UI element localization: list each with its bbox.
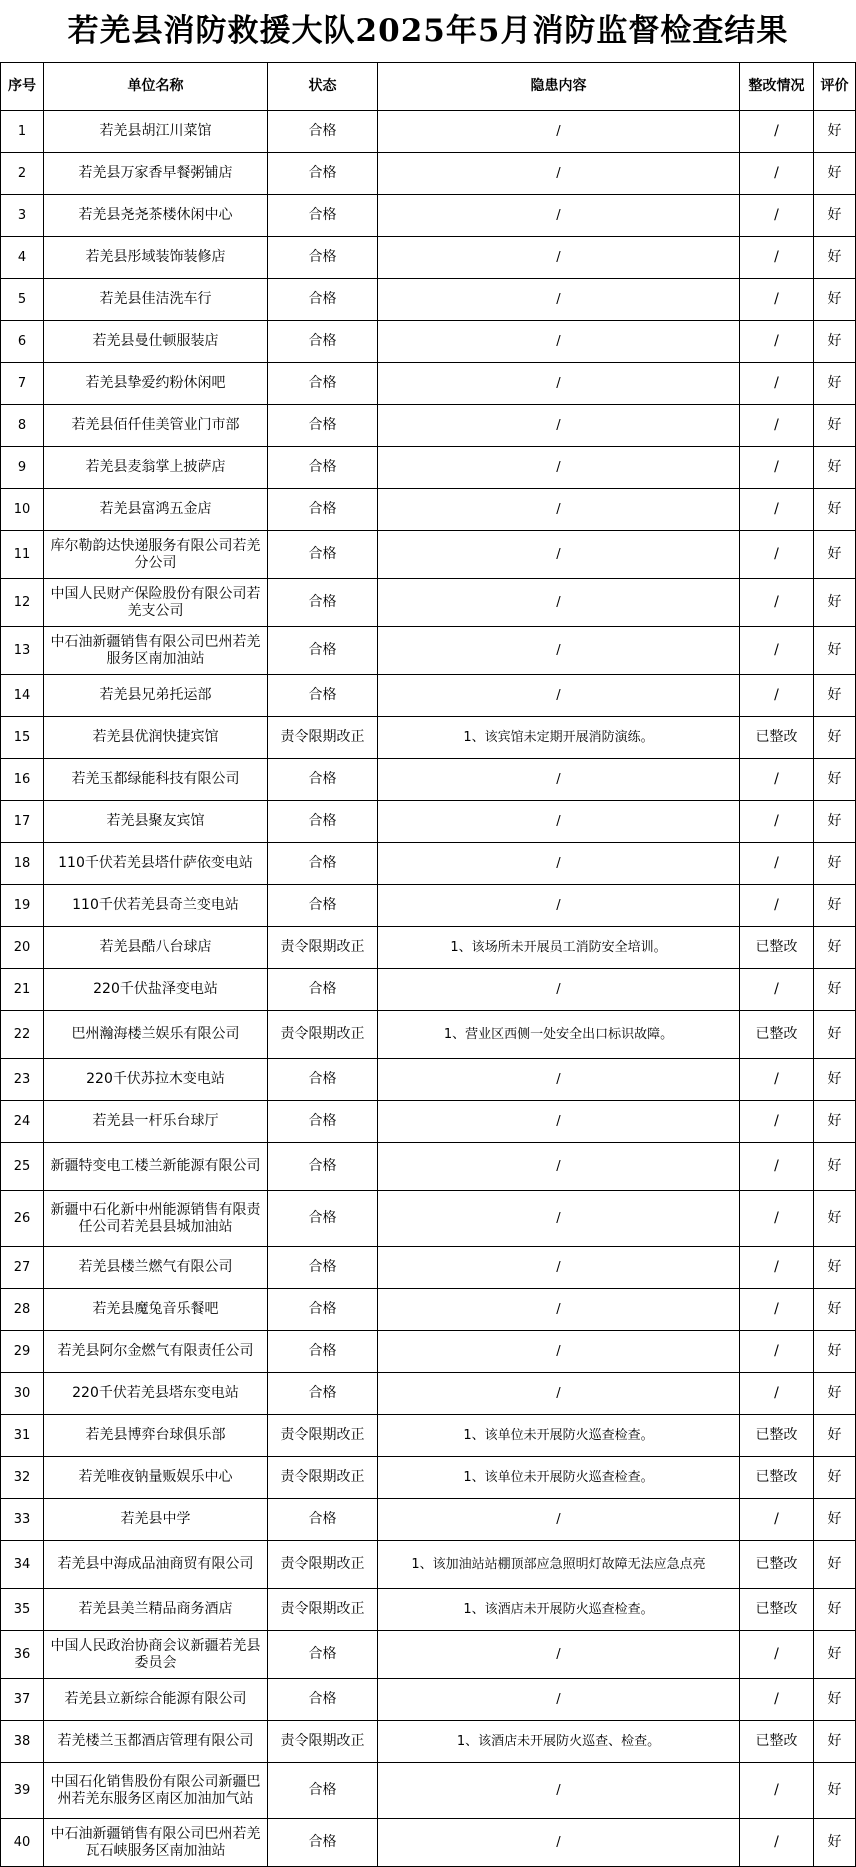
cell-status: 合格 [268, 1631, 378, 1679]
cell-status: 合格 [268, 579, 378, 627]
cell-rating: 好 [814, 1763, 856, 1819]
cell-index: 20 [1, 927, 44, 969]
cell-issue: / [378, 759, 740, 801]
table-row [1, 1631, 856, 1679]
cell-unit-name: 中石油新疆销售有限公司巴州若羌瓦石峡服务区南加油站 [44, 1819, 268, 1867]
cell-rectification: / [740, 1763, 814, 1819]
cell-issue: / [378, 153, 740, 195]
cell-status: 合格 [268, 321, 378, 363]
cell-issue: / [378, 1763, 740, 1819]
cell-unit-name: 新疆特变电工楼兰新能源有限公司 [44, 1143, 268, 1191]
table-header-row [1, 63, 856, 111]
cell-unit-name: 若羌县胡江川菜馆 [44, 111, 268, 153]
cell-rating: 好 [814, 1589, 856, 1631]
table-row [1, 111, 856, 153]
cell-index: 24 [1, 1101, 44, 1143]
cell-index: 10 [1, 489, 44, 531]
cell-rating: 好 [814, 363, 856, 405]
cell-status: 责令限期改正 [268, 1541, 378, 1589]
cell-index: 37 [1, 1679, 44, 1721]
cell-rectification: / [740, 885, 814, 927]
cell-unit-name: 若羌县酷八台球店 [44, 927, 268, 969]
cell-rating: 好 [814, 759, 856, 801]
cell-issue: / [378, 801, 740, 843]
cell-rating: 好 [814, 195, 856, 237]
cell-rating: 好 [814, 969, 856, 1011]
cell-rating: 好 [814, 1679, 856, 1721]
cell-index: 27 [1, 1247, 44, 1289]
cell-issue: / [378, 675, 740, 717]
cell-rectification: / [740, 675, 814, 717]
cell-unit-name: 若羌县魔兔音乐餐吧 [44, 1289, 268, 1331]
cell-status: 合格 [268, 675, 378, 717]
cell-unit-name: 若羌县挚爱约粉休闲吧 [44, 363, 268, 405]
cell-rating: 好 [814, 801, 856, 843]
cell-index: 25 [1, 1143, 44, 1191]
table-row [1, 1541, 856, 1589]
cell-status: 合格 [268, 1499, 378, 1541]
table-row [1, 1819, 856, 1867]
cell-status: 责令限期改正 [268, 1589, 378, 1631]
cell-rectification: / [740, 1191, 814, 1247]
cell-rectification: 已整改 [740, 1721, 814, 1763]
cell-unit-name: 中国石化销售股份有限公司新疆巴州若羌东服务区南区加油加气站 [44, 1763, 268, 1819]
cell-status: 合格 [268, 237, 378, 279]
cell-status: 合格 [268, 969, 378, 1011]
cell-index: 7 [1, 363, 44, 405]
cell-rectification: / [740, 1373, 814, 1415]
cell-status: 合格 [268, 153, 378, 195]
table-row [1, 969, 856, 1011]
cell-status: 合格 [268, 1331, 378, 1373]
cell-rectification: / [740, 111, 814, 153]
cell-status: 合格 [268, 759, 378, 801]
cell-rectification: / [740, 1331, 814, 1373]
cell-issue: / [378, 447, 740, 489]
cell-unit-name: 新疆中石化新中州能源销售有限责任公司若羌县县城加油站 [44, 1191, 268, 1247]
cell-unit-name: 若羌县佳洁洗车行 [44, 279, 268, 321]
cell-rectification: / [740, 237, 814, 279]
cell-status: 责令限期改正 [268, 1415, 378, 1457]
cell-rating: 好 [814, 531, 856, 579]
cell-rectification: / [740, 1819, 814, 1867]
cell-index: 36 [1, 1631, 44, 1679]
table-row [1, 1415, 856, 1457]
cell-unit-name: 中石油新疆销售有限公司巴州若羌服务区南加油站 [44, 627, 268, 675]
cell-unit-name: 中国人民政治协商会议新疆若羌县委员会 [44, 1631, 268, 1679]
cell-index: 1 [1, 111, 44, 153]
cell-issue: / [378, 843, 740, 885]
cell-rectification: 已整改 [740, 717, 814, 759]
table-row [1, 1589, 856, 1631]
cell-unit-name: 若羌县一杆乐台球厅 [44, 1101, 268, 1143]
cell-rectification: / [740, 1499, 814, 1541]
cell-index: 19 [1, 885, 44, 927]
cell-unit-name: 若羌县富鸿五金店 [44, 489, 268, 531]
cell-status: 合格 [268, 1763, 378, 1819]
cell-rectification: / [740, 1289, 814, 1331]
cell-index: 28 [1, 1289, 44, 1331]
cell-rating: 好 [814, 279, 856, 321]
table-row [1, 927, 856, 969]
cell-unit-name: 220千伏盐泽变电站 [44, 969, 268, 1011]
cell-issue: / [378, 1331, 740, 1373]
cell-rectification: / [740, 279, 814, 321]
table-row [1, 717, 856, 759]
cell-rating: 好 [814, 579, 856, 627]
cell-unit-name: 若羌县立新综合能源有限公司 [44, 1679, 268, 1721]
cell-issue: / [378, 489, 740, 531]
cell-rating: 好 [814, 717, 856, 759]
cell-index: 12 [1, 579, 44, 627]
cell-status: 责令限期改正 [268, 1011, 378, 1059]
cell-status: 合格 [268, 1819, 378, 1867]
cell-rating: 好 [814, 1457, 856, 1499]
cell-rectification: / [740, 627, 814, 675]
cell-index: 38 [1, 1721, 44, 1763]
cell-issue: / [378, 363, 740, 405]
table-row [1, 1011, 856, 1059]
cell-unit-name: 110千伏若羌县奇兰变电站 [44, 885, 268, 927]
table-row [1, 1247, 856, 1289]
cell-unit-name: 若羌县万家香早餐粥铺店 [44, 153, 268, 195]
cell-issue: / [378, 1289, 740, 1331]
cell-issue: / [378, 1059, 740, 1101]
table-row [1, 1143, 856, 1191]
cell-rectification: 已整改 [740, 927, 814, 969]
table-row [1, 531, 856, 579]
cell-unit-name: 若羌县阿尔金燃气有限责任公司 [44, 1331, 268, 1373]
cell-issue: / [378, 885, 740, 927]
cell-rectification: / [740, 801, 814, 843]
cell-unit-name: 巴州瀚海楼兰娱乐有限公司 [44, 1011, 268, 1059]
cell-rectification: 已整改 [740, 1589, 814, 1631]
cell-status: 合格 [268, 1191, 378, 1247]
cell-index: 23 [1, 1059, 44, 1101]
cell-status: 责令限期改正 [268, 717, 378, 759]
cell-unit-name: 库尔勒韵达快递服务有限公司若羌分公司 [44, 531, 268, 579]
cell-issue: / [378, 279, 740, 321]
cell-rectification: 已整改 [740, 1457, 814, 1499]
table-row [1, 1721, 856, 1763]
cell-index: 32 [1, 1457, 44, 1499]
cell-issue: 1、该加油站站棚顶部应急照明灯故障无法应急点亮 [378, 1541, 740, 1589]
cell-index: 35 [1, 1589, 44, 1631]
cell-issue: / [378, 1679, 740, 1721]
cell-rating: 好 [814, 1143, 856, 1191]
cell-index: 13 [1, 627, 44, 675]
cell-issue: / [378, 1143, 740, 1191]
cell-unit-name: 若羌县优润快捷宾馆 [44, 717, 268, 759]
cell-issue: 1、该单位未开展防火巡查检查。 [378, 1415, 740, 1457]
header-issue: 隐患内容 [378, 63, 740, 111]
cell-rating: 好 [814, 1499, 856, 1541]
cell-rating: 好 [814, 153, 856, 195]
table-row [1, 1191, 856, 1247]
cell-rectification: / [740, 1143, 814, 1191]
cell-unit-name: 若羌县尧尧茶楼休闲中心 [44, 195, 268, 237]
cell-index: 18 [1, 843, 44, 885]
cell-index: 40 [1, 1819, 44, 1867]
cell-unit-name: 若羌县彤域装饰装修店 [44, 237, 268, 279]
cell-status: 合格 [268, 405, 378, 447]
cell-issue: 1、该单位未开展防火巡查检查。 [378, 1457, 740, 1499]
cell-rating: 好 [814, 927, 856, 969]
cell-issue: / [378, 1373, 740, 1415]
cell-issue: / [378, 1819, 740, 1867]
cell-index: 2 [1, 153, 44, 195]
cell-rating: 好 [814, 1819, 856, 1867]
cell-rectification: / [740, 405, 814, 447]
cell-index: 3 [1, 195, 44, 237]
cell-rating: 好 [814, 321, 856, 363]
cell-issue: / [378, 579, 740, 627]
cell-rectification: / [740, 969, 814, 1011]
cell-issue: / [378, 111, 740, 153]
cell-rating: 好 [814, 1415, 856, 1457]
cell-issue: / [378, 1247, 740, 1289]
table-row [1, 843, 856, 885]
cell-rectification: / [740, 321, 814, 363]
cell-rectification: / [740, 363, 814, 405]
cell-index: 8 [1, 405, 44, 447]
cell-index: 16 [1, 759, 44, 801]
cell-issue: / [378, 1631, 740, 1679]
cell-unit-name: 若羌县聚友宾馆 [44, 801, 268, 843]
table-row [1, 801, 856, 843]
cell-unit-name: 若羌县楼兰燃气有限公司 [44, 1247, 268, 1289]
table-row [1, 1457, 856, 1499]
cell-issue: 1、该宾馆未定期开展消防演练。 [378, 717, 740, 759]
table-row [1, 153, 856, 195]
cell-unit-name: 若羌县博弈台球俱乐部 [44, 1415, 268, 1457]
cell-rectification: 已整改 [740, 1011, 814, 1059]
cell-unit-name: 中国人民财产保险股份有限公司若羌支公司 [44, 579, 268, 627]
cell-unit-name: 220千伏苏拉木变电站 [44, 1059, 268, 1101]
table-row [1, 195, 856, 237]
cell-rectification: / [740, 153, 814, 195]
cell-index: 34 [1, 1541, 44, 1589]
cell-rating: 好 [814, 111, 856, 153]
cell-rectification: / [740, 1247, 814, 1289]
cell-status: 责令限期改正 [268, 1721, 378, 1763]
cell-rectification: / [740, 1679, 814, 1721]
cell-status: 合格 [268, 447, 378, 489]
cell-unit-name: 110千伏若羌县塔什萨依变电站 [44, 843, 268, 885]
cell-index: 22 [1, 1011, 44, 1059]
cell-index: 39 [1, 1763, 44, 1819]
cell-status: 责令限期改正 [268, 1457, 378, 1499]
cell-rating: 好 [814, 1011, 856, 1059]
cell-rating: 好 [814, 675, 856, 717]
cell-status: 合格 [268, 195, 378, 237]
table-row [1, 1499, 856, 1541]
cell-rectification: / [740, 1631, 814, 1679]
table-row [1, 1289, 856, 1331]
table-row [1, 1101, 856, 1143]
cell-rectification: / [740, 195, 814, 237]
cell-issue: 1、该酒店未开展防火巡查、检查。 [378, 1721, 740, 1763]
cell-rectification: / [740, 1101, 814, 1143]
table-row [1, 363, 856, 405]
header-rating: 评价 [814, 63, 856, 111]
cell-issue: / [378, 1101, 740, 1143]
table-row [1, 627, 856, 675]
cell-rating: 好 [814, 1631, 856, 1679]
cell-index: 33 [1, 1499, 44, 1541]
table-row [1, 405, 856, 447]
cell-status: 合格 [268, 1101, 378, 1143]
table-row [1, 885, 856, 927]
cell-unit-name: 若羌唯夜钠量贩娱乐中心 [44, 1457, 268, 1499]
cell-issue: 1、营业区西侧一处安全出口标识故障。 [378, 1011, 740, 1059]
cell-status: 合格 [268, 111, 378, 153]
cell-rectification: 已整改 [740, 1541, 814, 1589]
cell-index: 30 [1, 1373, 44, 1415]
cell-issue: / [378, 531, 740, 579]
cell-rectification: / [740, 843, 814, 885]
cell-status: 合格 [268, 1373, 378, 1415]
table-row [1, 447, 856, 489]
cell-status: 合格 [268, 1143, 378, 1191]
cell-status: 合格 [268, 489, 378, 531]
cell-index: 11 [1, 531, 44, 579]
cell-status: 合格 [268, 885, 378, 927]
cell-status: 合格 [268, 843, 378, 885]
cell-status: 合格 [268, 1679, 378, 1721]
cell-issue: / [378, 969, 740, 1011]
cell-issue: / [378, 1191, 740, 1247]
cell-unit-name: 若羌县美兰精品商务酒店 [44, 1589, 268, 1631]
table-row [1, 279, 856, 321]
cell-index: 4 [1, 237, 44, 279]
table-body [1, 111, 856, 1867]
cell-unit-name: 若羌县麦翁掌上披萨店 [44, 447, 268, 489]
cell-status: 合格 [268, 531, 378, 579]
cell-rectification: / [740, 447, 814, 489]
cell-unit-name: 若羌县曼仕顿服装店 [44, 321, 268, 363]
cell-index: 6 [1, 321, 44, 363]
cell-unit-name: 若羌玉都绿能科技有限公司 [44, 759, 268, 801]
cell-index: 14 [1, 675, 44, 717]
table-row [1, 1059, 856, 1101]
cell-rating: 好 [814, 1541, 856, 1589]
cell-rating: 好 [814, 237, 856, 279]
cell-unit-name: 220千伏若羌县塔东变电站 [44, 1373, 268, 1415]
header-status: 状态 [268, 63, 378, 111]
cell-rating: 好 [814, 1101, 856, 1143]
cell-index: 5 [1, 279, 44, 321]
cell-rectification: / [740, 579, 814, 627]
inspection-results-table [0, 62, 856, 1867]
cell-issue: / [378, 195, 740, 237]
cell-rating: 好 [814, 1721, 856, 1763]
cell-unit-name: 若羌楼兰玉都酒店管理有限公司 [44, 1721, 268, 1763]
cell-rating: 好 [814, 405, 856, 447]
cell-status: 责令限期改正 [268, 927, 378, 969]
cell-rectification: 已整改 [740, 1415, 814, 1457]
cell-rating: 好 [814, 885, 856, 927]
cell-status: 合格 [268, 279, 378, 321]
cell-status: 合格 [268, 1289, 378, 1331]
table-row [1, 489, 856, 531]
table-row [1, 321, 856, 363]
cell-unit-name: 若羌县佰仟佳美管业门市部 [44, 405, 268, 447]
cell-index: 9 [1, 447, 44, 489]
cell-issue: / [378, 237, 740, 279]
cell-index: 29 [1, 1331, 44, 1373]
cell-rating: 好 [814, 1331, 856, 1373]
table-row [1, 1331, 856, 1373]
document-title: 若羌县消防救援大队2025年5月消防监督检查结果 [67, 13, 789, 49]
cell-status: 合格 [268, 1247, 378, 1289]
table-row [1, 1763, 856, 1819]
table-row [1, 1373, 856, 1415]
cell-rating: 好 [814, 843, 856, 885]
cell-rating: 好 [814, 1191, 856, 1247]
cell-rating: 好 [814, 447, 856, 489]
header-index: 序号 [1, 63, 44, 111]
table-row [1, 675, 856, 717]
table-row [1, 237, 856, 279]
cell-issue: 1、该场所未开展员工消防安全培训。 [378, 927, 740, 969]
cell-issue: / [378, 405, 740, 447]
cell-rectification: / [740, 489, 814, 531]
cell-rectification: / [740, 531, 814, 579]
cell-unit-name: 若羌县兄弟托运部 [44, 675, 268, 717]
table-row [1, 1679, 856, 1721]
cell-rectification: / [740, 1059, 814, 1101]
cell-status: 合格 [268, 627, 378, 675]
cell-status: 合格 [268, 1059, 378, 1101]
header-rectification: 整改情况 [740, 63, 814, 111]
cell-rating: 好 [814, 489, 856, 531]
cell-index: 31 [1, 1415, 44, 1457]
cell-status: 合格 [268, 801, 378, 843]
table-row [1, 579, 856, 627]
cell-status: 合格 [268, 363, 378, 405]
cell-issue: / [378, 627, 740, 675]
cell-index: 26 [1, 1191, 44, 1247]
cell-rating: 好 [814, 1373, 856, 1415]
cell-issue: / [378, 1499, 740, 1541]
cell-index: 15 [1, 717, 44, 759]
cell-unit-name: 若羌县中学 [44, 1499, 268, 1541]
cell-index: 17 [1, 801, 44, 843]
cell-rating: 好 [814, 627, 856, 675]
cell-rating: 好 [814, 1289, 856, 1331]
cell-issue: 1、该酒店未开展防火巡查检查。 [378, 1589, 740, 1631]
cell-rating: 好 [814, 1247, 856, 1289]
table-row [1, 759, 856, 801]
header-unit-name: 单位名称 [44, 63, 268, 111]
cell-unit-name: 若羌县中海成品油商贸有限公司 [44, 1541, 268, 1589]
cell-rating: 好 [814, 1059, 856, 1101]
cell-issue: / [378, 321, 740, 363]
cell-index: 21 [1, 969, 44, 1011]
cell-rectification: / [740, 759, 814, 801]
